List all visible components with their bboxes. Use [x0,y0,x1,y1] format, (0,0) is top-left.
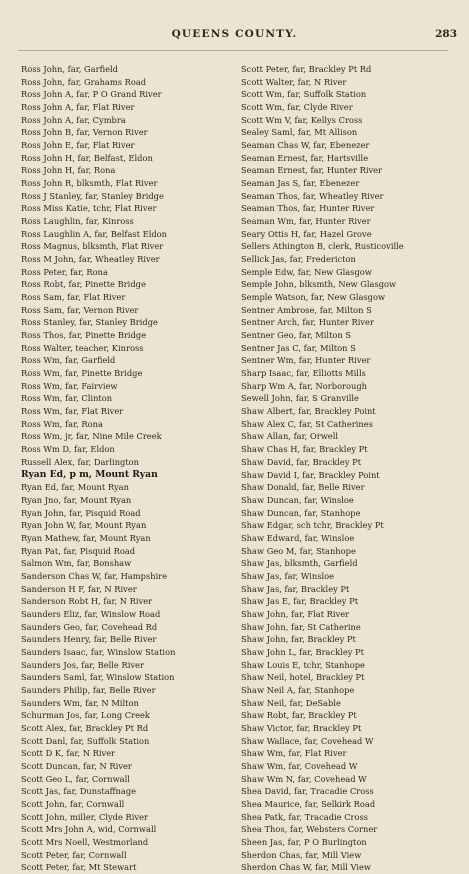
directory-entry: Scott Peter, far, Cornwall [21,849,127,860]
directory-entry: Shaw Jas, far, Brackley Pt [241,583,350,594]
directory-entry: Russell Alex, far, Darlington [21,456,140,467]
directory-entry: Shaw Alex C, far, St Catherines [241,418,373,429]
directory-entry: Scott John, miller, Clyde River [21,811,148,822]
directory-entry: Shaw John L, far, Brackley Pt [241,646,364,657]
left-column [21,63,233,874]
directory-entry: Sanderson Chas W, far, Hampshire [21,570,168,581]
directory-entry: Scott Mrs Noell, Westmorland [21,836,149,847]
directory-entry: Scott Peter, far, Mt Stewart [21,862,137,873]
directory-entry: Sharp Isaac, far, Elliotts Mills [241,368,366,379]
directory-entry: Shaw David, far, Brackley Pt [241,456,362,467]
directory-entry: Shaw Wm, far, Covehead W [241,760,358,771]
directory-entry: Ross John H, far, Belfast, Eldon [21,152,153,163]
directory-entry: Shaw Edgar, sch tchr, Brackley Pt [241,520,384,531]
directory-entry: Saunders Philip, far, Belle River [21,684,156,695]
directory-entry: Ross John, far, Grahams Road [21,76,147,87]
directory-entry: Shea Thos, far, Websters Corner [241,824,378,835]
directory-entry: Ross Thos, far, Pinette Bridge [21,330,147,341]
directory-entry: Sealey Saml, far, Mt Allison [241,127,358,138]
directory-entry: Seaman Wm, far, Hunter River [241,216,371,227]
directory-entry: Shea Maurice, far, Selkirk Road [241,798,376,809]
directory-entry: Ross John A, far, P O Grand River [21,89,162,100]
directory-entry: Sharp Wm A, far, Norborough [241,380,368,391]
directory-entry: Semple Watson, far, New Glasgow [241,292,386,303]
directory-entry: Ross M John, far, Wheatley River [21,254,160,265]
directory-entry: Scott Wm, far, Clyde River [241,102,353,113]
directory-entry: Shaw Wm N, far, Covehead W [241,773,367,784]
directory-entry: Shea Patk, far, Tracadie Cross [241,811,369,822]
directory-entry: Sentner Wm, far, Hunter River [241,355,371,366]
directory-entry: Sellick Jas, far, Fredericton [241,254,356,265]
directory-entry: Shaw Jas, blksmth, Garfield [241,558,358,569]
directory-entry: Sentner Jas C, far, Milton S [241,342,356,353]
directory-entry: Shaw Wallace, far, Covehead W [241,735,374,746]
directory-entry: Shaw Louis E, tchr, Stanhope [241,659,365,670]
directory-entry: Shaw Neil A, far, Stanhope [241,684,355,695]
directory-entry: Sentner Geo, far, Milton S [241,330,352,341]
directory-entry: Sellers Athington B, clerk, Rusticoville [241,241,404,252]
directory-entry: Scott John, far, Cornwall [21,798,125,809]
directory-entry: Ross Wm, far, Garfield [21,355,116,366]
directory-entry: Semple John, blksmth, New Glasgow [241,279,397,290]
directory-entry: Seaman Jas S, far, Ebenezer [241,178,360,189]
directory-entry: Seaman Thos, far, Wheatley River [241,190,384,201]
directory-entry: Scott Mrs John A, wid, Cornwall [21,824,157,835]
directory-entry: Scott Jas, far, Dunstaffnage [21,786,137,797]
directory-entry: Ross Wm, far, Fairview [21,380,118,391]
directory-entry: Ross Wm D, far, Eldon [21,444,115,455]
directory-entry: Sheen Jas, far, P O Burlington [241,836,367,847]
directory-entry: Saunders Eliz, far, Winslow Road [21,608,161,619]
directory-entry: Scott Danl, far, Suffolk Station [21,735,150,746]
page-title: QUEENS COUNTY. [171,28,298,40]
directory-entry: Shaw Victor, far, Brackley Pt [241,722,362,733]
directory-entry: Shaw Robt, far, Brackley Pt [241,710,357,721]
directory-entry: Ross John B, far, Vernon River [21,127,148,138]
directory-entry: Sanderson Robt H, far, N River [21,596,153,607]
directory-entry: Ryan Mathew, far, Mount Ryan [21,532,151,543]
directory-entry: Ross John R, blksmth, Flat River [21,178,158,189]
directory-entry: Scott Wm V, far, Kellys Cross [241,114,363,125]
directory-entry: Saunders Wm, far, N Milton [21,697,139,708]
directory-entry: Ross Miss Katie, tchr, Flat River [21,203,157,214]
directory-entry: Shaw Geo M, far, Stanhope [241,545,356,556]
directory-entry: Salmon Wm, far, Bonshaw [21,558,132,569]
directory-entry: Shaw John, far, Flat River [241,608,350,619]
directory-entry: Ross J Stanley, far, Stanley Bridge [21,190,164,201]
directory-entry: Scott Wm, far, Suffolk Station [241,89,367,100]
directory-entry: Shaw Duncan, far, Stanhope [241,507,361,518]
directory-entry: Ryan John, far, Pisquid Road [21,507,141,518]
directory-entry: Ross John H, far, Rona [21,165,116,176]
directory-entry: Shaw Donald, far, Belle River [241,482,365,493]
directory-entry: Shaw Allan, far, Orwell [241,431,339,442]
directory-entry: Saunders Henry, far, Belle River [21,634,157,645]
directory-entry: Sewell John, far, S Granville [241,393,359,404]
header-rule [18,50,448,51]
directory-entry: Saunders Jos, far, Belle River [21,659,144,670]
directory-entry: Ross Magnus, blksmth, Flat River [21,241,164,252]
directory-entry: Ross John E, far, Flat River [21,140,135,151]
directory-entry: Semple Edw, far, New Glasgow [241,266,372,277]
directory-entry: Saunders Isaac, far, Winslow Station [21,646,176,657]
directory-entry: Ross Sam, far, Flat River [21,292,126,303]
directory-entry: Shaw David I, far, Brackley Point [241,469,380,480]
directory-entry: Ross Laughlin A, far, Belfast Eldon [21,228,168,239]
directory-entry: Scott D K, far, N River [21,748,116,759]
directory-entry: Scott Peter, far, Brackley Pt Rd [241,64,372,74]
directory-entry: Ross Robt, far, Pinette Bridge [21,279,146,290]
directory-entry: Shaw Albert, far, Brackley Point [241,406,376,417]
directory-entry: Ross Peter, far, Rona [21,266,108,277]
directory-entry: Ross Wm, far, Pinette Bridge [21,368,143,379]
directory-entry: Scott Alex, far, Brackley Pt Rd [21,722,149,733]
directory-entry: Saunders Saml, far, Winslow Station [21,672,175,683]
directory-entry: Shaw Jas E, far, Brackley Pt [241,596,359,607]
directory-entry: Sentner Arch, far, Hunter River [241,317,374,328]
directory-entry: Sentner Ambrose, far, Milton S [241,304,372,315]
directory-entry: Shaw Chas H, far, Brackley Pt [241,444,368,455]
directory-entry: Ross Laughlin, far, Kinross [21,216,134,227]
directory-entry: Ross Sam, far, Vernon River [21,304,139,315]
directory-entry: Shaw Wm, far, Flat River [241,748,347,759]
directory-entry: Ryan John W, far, Mount Ryan [21,520,147,531]
right-column [241,63,453,874]
directory-entry: Shaw Neil, far, DeSable [241,697,341,708]
directory-entry: Seaman Thos, far, Hunter River [241,203,375,214]
directory-entry: Ross Walter, teacher, Kinross [21,342,144,353]
directory-entry: Ross Wm, far, Clinton [21,393,113,404]
directory-entry: Shaw John, far, St Catherine [241,621,361,632]
directory-entry: Seary Ottis H, far, Hazel Grove [241,228,372,239]
directory-entry: Seaman Ernest, far, Hartsville [241,152,369,163]
directory-entry: Ross Wm, far, Rona [21,418,103,429]
directory-entry: Sherdon Chas, far, Mill View [241,849,362,860]
directory-entry: Shaw Neil, hotel, Brackley Pt [241,672,365,683]
directory-entry: Ross Wm, far, Flat River [21,406,124,417]
directory-entry: Ryan Ed, far, Mount Ryan [21,482,129,493]
directory-entry: Scott Duncan, far, N River [21,760,132,771]
directory-entry: Sherdon Chas W, far, Mill View [241,862,372,873]
directory-entry: Scott Geo L, far, Cornwall [21,773,130,784]
directory-entry: Ryan Pat, far, Pisquid Road [21,545,136,556]
directory-entry: Ross Stanley, far, Stanley Bridge [21,317,158,328]
directory-entry: Schurman Jos, far, Long Creek [21,710,150,721]
directory-entry: Saunders Geo, far, Covehead Rd [21,621,158,632]
directory-entry: Ross John A, far, Cymbra [21,114,126,125]
directory-entry: Shaw Duncan, far, Winsloe [241,494,354,505]
directory-entry: Shaw Jas, far, Winsloe [241,570,335,581]
directory-entry: Ryan Ed, p m, Mount Ryan [21,468,158,480]
directory-entry: Ross John, far, Garfield [21,64,118,74]
directory-entry: Ryan Jno, far, Mount Ryan [21,494,132,505]
directory-entry: Scott Walter, far, N River [241,76,347,87]
directory-entry: Seaman Chas W, far, Ebenezer [241,140,370,151]
directory-entry: Ross John A, far, Flat River [21,102,135,113]
page-number: 283 [435,28,457,40]
directory-entry: Shaw Edward, far, Winsloe [241,532,355,543]
page-header [0,28,469,44]
directory-entry: Seaman Ernest, far, Hunter River [241,165,383,176]
directory-entry: Shaw John, far, Brackley Pt [241,634,356,645]
directory-entry: Ross Wm, jr, far, Nine Mile Creek [21,431,162,442]
directory-entry: Sanderson H F, far, N River [21,583,137,594]
directory-entry: Shea David, far, Tracadie Cross [241,786,374,797]
